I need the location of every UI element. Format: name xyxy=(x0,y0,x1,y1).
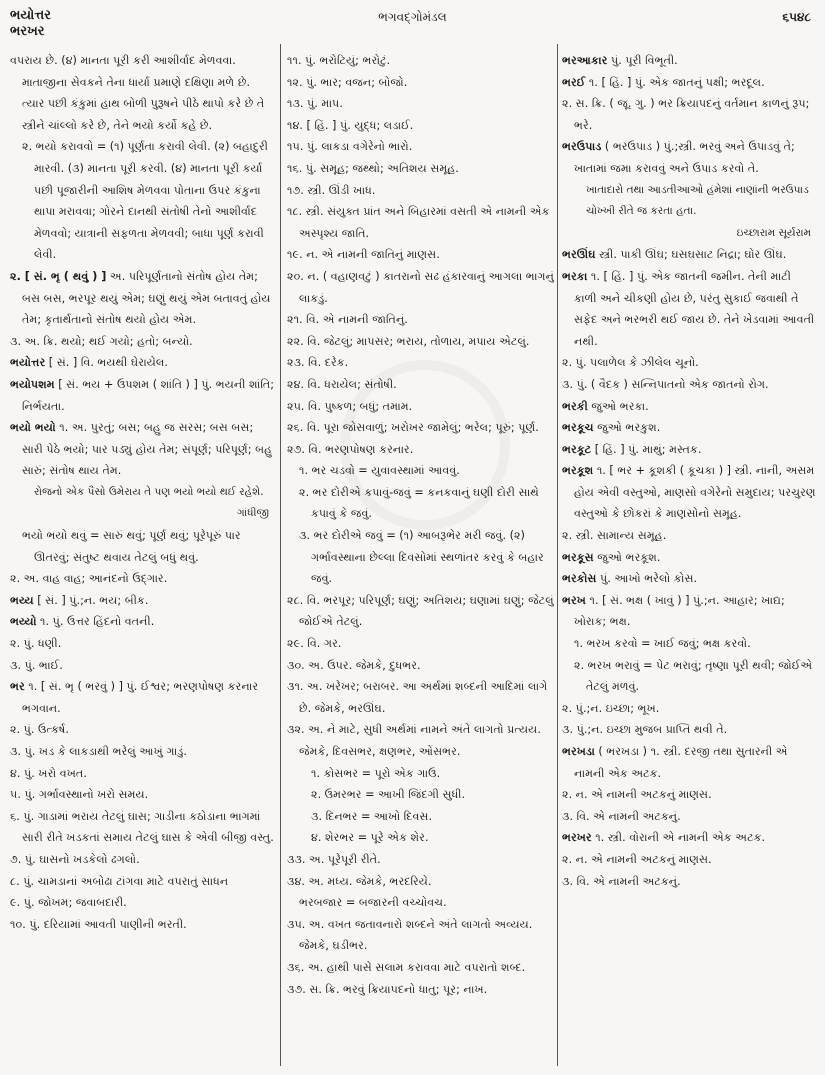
definition-text: ૧. પું. ઉત્તર હિંદનો વતની. xyxy=(36,615,155,629)
dictionary-entry xyxy=(10,741,275,763)
definition-text: ૨. પું. ધણી. xyxy=(10,637,62,651)
dictionary-entry xyxy=(287,633,555,655)
column-1 xyxy=(10,50,275,1068)
dictionary-entry xyxy=(10,611,275,633)
headword: ૨. [ સં. ભૃ ( થવું ) ] xyxy=(10,269,107,283)
definition-text: ૨. ન. એ નામની અટકનું માણસ. xyxy=(562,852,712,866)
headword: ભરખર xyxy=(562,831,592,845)
headword: ભરખડા xyxy=(562,745,595,758)
definition-text: ૨. સ. ક્રિ. ( જૂ. ગુ. ) ભર ક્રિયાપદનું વર્તમાન કાળનું રૂપ; ભરે. xyxy=(562,97,810,132)
dictionary-entry xyxy=(562,50,817,72)
dictionary-entry xyxy=(287,482,555,525)
definition-text: ૨૬. વિ. પૂરા જોસવાળું; ખરોખર જામેલું; ભરેલ; પૂરું; પૂર્ણ. xyxy=(287,421,539,435)
definition-text: ૧૧. પું. ભરોટિયું; ભરોટું. xyxy=(287,54,391,67)
dictionary-entry xyxy=(287,979,555,1001)
quote-source xyxy=(10,503,275,525)
dictionary-entry xyxy=(562,827,817,849)
dictionary-entry xyxy=(287,460,555,482)
dictionary-entry xyxy=(562,439,817,461)
column-divider xyxy=(280,44,281,1066)
definition-text: જુઓ ભરકૂશ. xyxy=(593,550,661,564)
definition-text: ૧૫. પું. લાકડા વગેરેનો ભારો. xyxy=(287,140,413,154)
dictionary-entry xyxy=(287,417,555,439)
dictionary-entry xyxy=(287,655,555,677)
dictionary-entry xyxy=(562,871,817,893)
definition-text: ૩૨. અ. ને માટે, સુધી અર્થમાં નામને અંતે લાગતો પ્રત્યય. જેમકે, દિવસભર, ક્ષણભર, ઓંસભર. xyxy=(287,723,541,758)
definition-text: ૨૯. વિ. ગર. xyxy=(287,637,342,651)
definition-text: ૨૦. ન. ( વહાણવટું ) કાતરાનો સઢ હંકારવાનું આગલા ભાગનું લાકડું. xyxy=(287,269,554,305)
definition-text: ભયો ભયો થવું = સારું થવું; પૂર્ણ થવું; પૂરેપૂરું પાર ઊતરવું; સંતુષ્ટ થવાય તેટલું બધું થવું. xyxy=(22,529,241,564)
dictionary-entry xyxy=(10,806,275,849)
dictionary-entry xyxy=(562,417,817,439)
definition-text: ૯. પું. જોખમ; જવાબદારી. xyxy=(10,896,127,910)
dictionary-entry xyxy=(10,568,275,590)
definition-text: [ સં. ભય + ઉપશમ ( શાંતિ ) ] પું. ભયની શાંતિ; નિર્ભયતા. xyxy=(22,377,275,413)
dictionary-entry xyxy=(287,115,555,137)
definition-text: ૩. પું. ( વૈદક ) સન્નિપાતનો એક જાતનો રોગ. xyxy=(562,377,769,391)
definition-text: ૩૫. અ. વખત જતાવનારો શબ્દને અંતે લાગતો અવ્યય. જેમકે, ઘડીભર. xyxy=(287,917,533,953)
header-last-word: ભરખર xyxy=(10,24,45,39)
definition-text: ૨૮. વિ. ભરપૂર; પરિપૂર્ણ; ઘણું; અતિશય; ઘણામાં ઘણું; જેટલું જોઈએ તેટલું. xyxy=(287,593,554,629)
definition-text: ૧૪. [ હિં. ] પું. યુદ્ધ; લડાઈ. xyxy=(287,118,414,132)
definition-text: ૭. પું. ઘાસનો ખડકેલો ઢગલો. xyxy=(10,852,140,866)
dictionary-entry xyxy=(10,676,275,719)
definition-text: [ સં. ] પું.;ન. ભય; બીક. xyxy=(33,593,149,607)
dictionary-entry xyxy=(287,763,555,785)
definition-text: ૨૧. વિ. એ નામની જાતિનું. xyxy=(287,313,408,327)
dictionary-entry xyxy=(287,806,555,828)
dictionary-entry xyxy=(287,849,555,871)
header-first-word: ભયોત્તર xyxy=(10,8,51,23)
definition-text: ૩૬. અ. હાથી પાસે સલામ કરાવવા માટે વપરાતો શબ્દ. xyxy=(287,960,526,974)
definition-text: જુઓ ભરકુશ. xyxy=(593,421,661,435)
headword: ભર xyxy=(10,680,25,694)
dictionary-entry xyxy=(287,827,555,849)
dictionary-entry xyxy=(562,266,817,352)
definition-text: ૧. ભર ચડવો = યુવાવસ્થામાં આવવું. xyxy=(299,464,460,478)
definition-text: ૩૪. અ. મધ્ય. જેમકે, ભરદરિયે. xyxy=(287,874,432,888)
definition-text: ૧૭. સ્ત્રી. ઊંડી ખાધ. xyxy=(287,183,376,197)
definition-text: જુઓ ભરકા. xyxy=(587,399,649,413)
headword: ભરકૂસ xyxy=(562,550,594,564)
dictionary-entry xyxy=(10,50,275,136)
dictionary-entry xyxy=(562,568,817,590)
definition-text: ૨૭. વિ. ભરણપોષણ કરનાર. xyxy=(287,442,414,456)
dictionary-entry xyxy=(562,806,817,828)
definition-text: ૨૨. વિ. જેટલું; માપસર; ભરાય, તોળાય, મપાય એટલું. xyxy=(287,334,530,348)
dictionary-entry xyxy=(562,590,817,633)
headword: ભરકૂટ xyxy=(562,442,592,456)
dictionary-entry xyxy=(10,417,275,482)
definition-text: ખાતાદારો તથા આડતીઆઓ હંમેશાં નાણાંની ભરઉપાડ ચોખ્ખી રીતે જ કરતા હતા. xyxy=(586,183,809,218)
definition-text: ૨. ભયો કરાવવો = (૧) પૂર્ણતા કરાવી લેવી. (૨) બહાદુરી મારવી. (૩) માનતા પૂરી કરવી. (૪) માનતા પૂરી કર્યા પછી પૂજારીની આશિષ મેળવવા પોતાના ઉપર કંકુના થાપા મરાવવા; ગોરને દાનથી સંતોષી તેનો આશીર્વાદ મેળવવો; યાત્રાની સફળતા મેળવવી; બાધા પૂર્ણ કરાવી લેવી. xyxy=(22,140,268,262)
headword: ભરકૂચ xyxy=(562,421,594,435)
definition-text: ૧૨. પું. ભાર; વજન; બોજો. xyxy=(287,75,408,89)
dictionary-entry xyxy=(10,849,275,871)
definition-text: ૧. [ હિં. ] પું. એક જાતનું પક્ષી; ભરદૂલ. xyxy=(585,75,765,89)
dictionary-entry xyxy=(562,784,817,806)
dictionary-entry xyxy=(562,547,817,569)
definition-text: ૨. પું. પલાળેલ કે ઝીલેલ ચૂનો. xyxy=(562,356,699,370)
dictionary-entry xyxy=(10,331,275,353)
dictionary-entry xyxy=(287,871,555,893)
dictionary-entry xyxy=(287,957,555,979)
definition-text: ૩. પું. ભાઈ. xyxy=(10,658,63,672)
definition-text: ૩. પું.;ન. ઇચ્છા મુજબ પ્રાપ્તિ થવી તે. xyxy=(562,723,728,737)
dictionary-entry xyxy=(562,741,817,784)
dictionary-entry xyxy=(10,374,275,417)
definition-text: પું. પૂરી વિભૂતી. xyxy=(607,54,678,67)
definition-text: ૩. વિ. એ નામની અટકનું. xyxy=(562,874,681,888)
dictionary-entry xyxy=(10,352,275,374)
column-divider xyxy=(557,44,558,1066)
dictionary-entry xyxy=(287,50,555,72)
headword: ભય્યો xyxy=(10,615,37,629)
headword: ભરઉપાડ xyxy=(562,140,602,154)
definition-text: ૨. ઉમરભર = આખી જિંદગી સુધી. xyxy=(311,788,466,802)
dictionary-entry xyxy=(562,396,817,418)
definition-text: ૩. અ. ક્રિ. થયો; થઈ ગયો; હતો; બન્યો. xyxy=(10,334,193,348)
dictionary-entry xyxy=(562,374,817,396)
column-3 xyxy=(562,50,817,1068)
headword: ભરઈ xyxy=(562,75,586,89)
definition-text: ૧. સ્ત્રી. વોરાની એ નામની એક અટક. xyxy=(591,831,766,845)
column-2 xyxy=(287,50,555,1068)
definition-text: ૩૧. અ. ખરેખર; બરાબર. આ અર્થમાં શબ્દની આદિમાં લાગે છે. જેમકે, ભરઊંઘ. xyxy=(287,680,548,715)
definition-text: ૩૩. અ. પૂરેપૂરી રીતે. xyxy=(287,852,381,866)
quotation xyxy=(562,180,817,223)
dictionary-entry xyxy=(287,93,555,115)
dictionary-entry xyxy=(562,352,817,374)
definition-text: રોજનો એક પૈસો ઉમેરાય તે પણ ભયો ભયો થઈ રહેશે. xyxy=(34,485,264,498)
headword: ભરકા xyxy=(562,269,588,283)
dictionary-entry xyxy=(10,655,275,677)
definition-text: ૧. [ ભર + કૂશકી ( કૂચકા ) ] સ્ત્રી. નાની, અસમ હોય એવી વસ્તુઓ, માણસો વગેરેનો સમુદાય; પરચુરણ વસ્તુઓ કે છોકરાં કે માણસોનો સમૂહ. xyxy=(574,464,816,521)
definition-text: ૨૫. વિ. પુષ્કળ; બધું; તમામ. xyxy=(287,399,413,413)
definition-text: ૫. પું. ગર્ભાવસ્થાનો ખરો સમય. xyxy=(10,788,149,802)
headword: ભય્ય xyxy=(10,593,34,607)
definition-text: ૨. સ્ત્રી. સામાન્ય સમૂહ. xyxy=(562,529,667,543)
definition-text: પું. આખો ભરેલો કોસ. xyxy=(596,572,698,586)
dictionary-entry xyxy=(10,763,275,785)
dictionary-entry xyxy=(287,352,555,374)
definition-text: ૧. [ હિં. ] પું. એક જાતની જમીન. તેની માટી કાળી અને ચીકણી હોય છે, પરંતુ સુકાઈ જવાથી તે સફેદ અને ભરભરી થઈ જાય છે. તેને ખેડવામાં આવતી નથી. xyxy=(574,269,815,348)
definition-text: ૩૭. સ. ક્રિ. ભરવું ક્રિયાપદનો ધાતુ; પૂર; નાખ. xyxy=(287,982,488,996)
definition-text: ૧. ભરખ કરવો = ખાઈ જવું; ભક્ષ કરવો. xyxy=(574,637,751,651)
definition-text: ઇચ્છારામ સૂર્યરામ xyxy=(736,226,811,239)
definition-text: [ સં. ] વિ. ભયથી ઘેરાયેલ. xyxy=(45,356,168,370)
dictionary-entry xyxy=(287,590,555,633)
dictionary-entry xyxy=(562,460,817,525)
header-title: ભગવદ્ગોમંડલ xyxy=(378,10,447,24)
definition-text: ૬. પું. ગાડામાં ભરાય તેટલું ઘાસ; ગાડીના કઠોડાના ભાગમાં સારી રીતે ખડકતાં સમાય તેટલું ઘાસ કે એવી બીજી વસ્તુ. xyxy=(10,809,274,845)
quotation xyxy=(10,482,275,504)
definition-text: ૪. પું. ખરો વખત. xyxy=(10,766,87,780)
page-number: ૬૫૪૮ xyxy=(782,10,811,24)
dictionary-entry xyxy=(10,525,275,568)
definition-text: ( ભરખડા ) ૧. સ્ત્રી. દરજી તથા સુતારની એ નામની એક અટક. xyxy=(574,745,788,780)
dictionary-entry xyxy=(562,633,817,655)
headword: ભરકોસ xyxy=(562,572,597,586)
definition-text: ૨. પું. ઉત્કર્ષ. xyxy=(10,723,69,737)
definition-text: ૮. પું. ચામડાનાં અબોઢા ટાંગવા માટે વપરાતું સાધન xyxy=(10,874,229,888)
dictionary-entry xyxy=(562,525,817,547)
definition-text: ૨૩. વિ. દરેક. xyxy=(287,356,349,370)
dictionary-entry xyxy=(10,633,275,655)
definition-text: [ હિં. ] પું. માથું; મસ્તક. xyxy=(591,442,702,456)
headword: ભયોત્તર xyxy=(10,356,46,370)
definition-text: ૧૦. પું. દરિયામાં આવતી પાણીની ભરતી. xyxy=(10,917,187,931)
definition-text: સ્ત્રી. પાકી ઊંઘ; ઘસઘસાટ નિદ્રા; ઘોર ઊંઘ. xyxy=(595,248,787,262)
headword: ભરઆકાર xyxy=(562,54,608,67)
headword: ભરઊંઘ xyxy=(562,248,596,262)
dictionary-entry xyxy=(287,719,555,762)
dictionary-entry xyxy=(562,698,817,720)
dictionary-entry xyxy=(287,244,555,266)
definition-text: ૩. ભર દોરીએ જવું = (૧) આબરૂભેર મરી જવું. (૨) ગર્ભાવસ્થાના છેલ્લા દિવસોમાં સ્થળાંતર કરવું કે બહાર જવું. xyxy=(299,529,544,586)
dictionary-entry xyxy=(287,396,555,418)
dictionary-entry xyxy=(287,676,555,719)
definition-text: વપરાય છે. (૪) માનતા પૂરી કરી આશીર્વાદ મેળવવા. માતાજીના સેવકને તેના ધાર્યા પ્રમાણે દક્ષિણા મળે છે. ત્યાર પછી કંકુમાં હાથ બોળી પુરૂષને પીઠે થાપો કરે છે તે સ્ત્રીને ચાંલ્લો કરે છે, તેને ભયો કર્યો કહે છે. xyxy=(10,54,265,132)
dictionary-entry xyxy=(562,72,817,94)
definition-text: ૧. અ. પુરતું; બસ; બહુ જ સરસ; બસ બસ; સારી પેઠે ભયો; પાર પડ્યું હોય તેમ; સંપૂર્ણ; પરિપૂર્ણ; બહુ સારું; સંતોષ થાય તેમ. xyxy=(22,421,273,478)
dictionary-entry xyxy=(287,309,555,331)
dictionary-entry xyxy=(287,439,555,461)
definition-text: ૩. દિનભર = આખો દિવસ. xyxy=(311,809,433,823)
definition-text: ભરબજાર = બજારની વચ્ચોવચ. xyxy=(299,896,447,910)
dictionary-entry xyxy=(287,784,555,806)
definition-text: ( ભરઉપાડ ) પું.;સ્ત્રી. ભરવું અને ઉપાડવું તે; ખાતામાં જમા કરાવવું અને ઉપાડ કરવો તે. xyxy=(574,140,795,175)
dictionary-entry xyxy=(287,374,555,396)
dictionary-entry xyxy=(562,93,817,136)
dictionary-entry xyxy=(10,266,275,331)
definition-text: ગાંધીજી xyxy=(237,507,269,520)
definition-text: ૨. ભર દોરીએ કપાવું-જવું = કનકવાનું ઘણી દોરી સાથે કપાવું કે જવું. xyxy=(299,485,539,521)
headword: ભયોપશમ xyxy=(10,377,55,391)
dictionary-entry xyxy=(287,180,555,202)
definition-text: ૩. પું. ખડ કે લાકડાથી ભરેલું આખું ગાડું. xyxy=(10,745,187,758)
definition-text: ૧. [ સં. ભક્ષ ( ખાવું ) ] પું.;ન. આહાર; ખાદ્ય; ખોરાક; ભક્ષ. xyxy=(574,593,785,629)
dictionary-entry xyxy=(287,331,555,353)
dictionary-entry xyxy=(562,849,817,871)
definition-text: અ. પરિપૂર્ણતાનો સંતોષ હોય તેમ; બસ બસ, ભરપૂર થયું એમ; ઘણું થયું એમ બતાવતું હોય તેમ; કૃતાર્થતાનો સંતોષ થયો હોય એમ. xyxy=(22,269,271,327)
dictionary-entry xyxy=(287,136,555,158)
definition-text: ૧૩. પું. માપ. xyxy=(287,97,343,111)
definition-text: ૧૮. સ્ત્રી. સંયુક્ત પ્રાંત અને બિહારમાં વસતી એ નામની એક અસ્પૃશ્ય જાતિ. xyxy=(287,205,550,240)
definition-text: ૧. કોસભર = પૂરો એક ગાઉ. xyxy=(311,766,441,780)
definition-text: ૨૪. વિ. ધરાયેલ; સંતોષી. xyxy=(287,377,397,391)
dictionary-entry xyxy=(10,784,275,806)
definition-text: ૧૯. ન. એ નામની જાતિનું માણસ. xyxy=(287,248,440,262)
dictionary-entry xyxy=(287,158,555,180)
headword: ભરકી xyxy=(562,399,588,413)
definition-text: ૩૦. અ. ઉપર. જેમકે, દુધભર. xyxy=(287,658,421,672)
dictionary-entry xyxy=(287,914,555,957)
dictionary-entry xyxy=(562,719,817,741)
headword: ભરકૂશ xyxy=(562,464,594,478)
headword: ભરખ xyxy=(562,593,586,607)
definition-text: ૪. શેરભર = પૂરે એક શેર. xyxy=(311,831,429,845)
definition-text: ૧૬. પું. સમૂહ; જથ્થો; અતિશય સમૂહ. xyxy=(287,161,459,175)
headword: ભયો ભયો xyxy=(10,421,56,435)
dictionary-entry xyxy=(287,72,555,94)
dictionary-entry xyxy=(562,136,817,179)
dictionary-entry xyxy=(287,892,555,914)
definition-text: ૨. ભરખ ભરાવું = પેટ ભરાવું; તૃષ્ણા પૂરી થવી; જોઈએ તેટલું મળવું. xyxy=(574,658,813,694)
definition-text: ૨. ન. એ નામની અટકનું માણસ. xyxy=(562,788,712,802)
definition-text: ૨. અ. વાહ વાહ; આનંદનો ઉદ્ગાર. xyxy=(10,572,168,586)
dictionary-entry xyxy=(10,719,275,741)
definition-text: ૧. [ સં. ભૃ ( ભરવું ) ] પું. ઈશ્વર; ભરણપોષણ કરનાર ભગવાન. xyxy=(22,680,259,715)
quote-source xyxy=(562,223,817,245)
dictionary-entry xyxy=(287,201,555,244)
dictionary-entry xyxy=(287,266,555,309)
dictionary-entry xyxy=(562,655,817,698)
definition-text: ૩. વિ. એ નામની અટકનું. xyxy=(562,809,681,823)
dictionary-entry xyxy=(10,590,275,612)
dictionary-entry xyxy=(10,871,275,893)
dictionary-entry xyxy=(10,892,275,914)
dictionary-entry xyxy=(287,525,555,590)
dictionary-entry xyxy=(10,914,275,936)
definition-text: ૨. પું.;ન. ઇચ્છા; ભૂખ. xyxy=(562,701,660,715)
dictionary-entry xyxy=(562,244,817,266)
dictionary-entry xyxy=(10,136,275,266)
